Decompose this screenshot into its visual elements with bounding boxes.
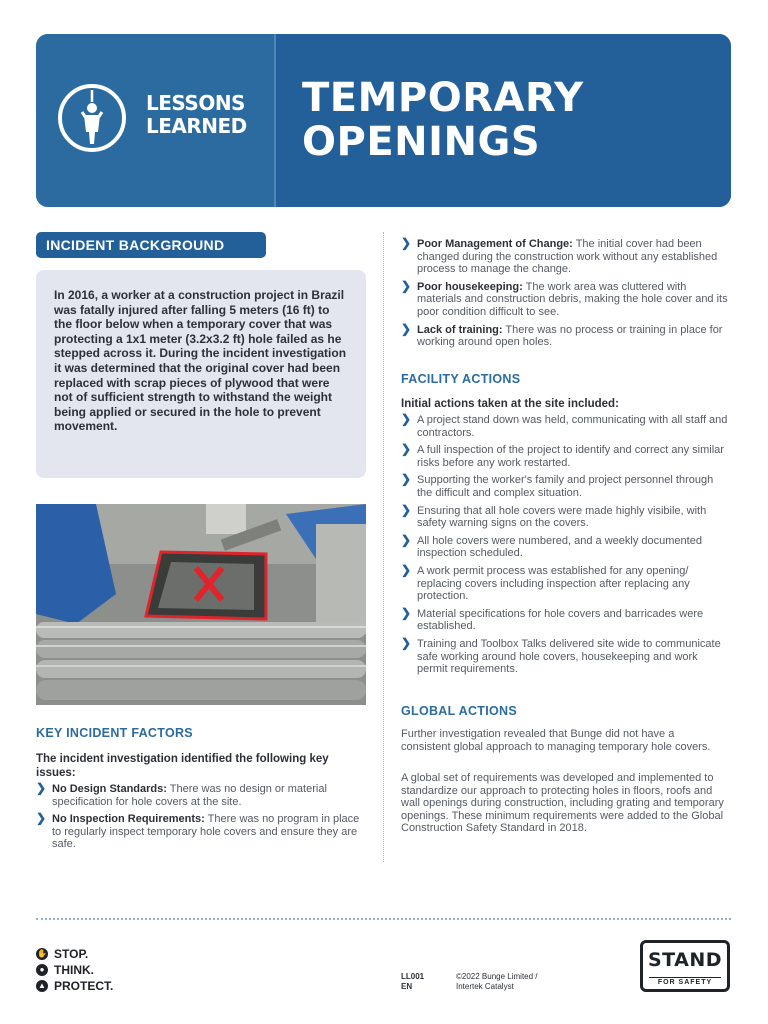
logo-line-2: LEARNED bbox=[146, 114, 247, 138]
list-item bbox=[401, 474, 731, 499]
item-label: Lack of training: bbox=[417, 323, 503, 336]
motto-item-stop bbox=[36, 946, 113, 962]
chevron-right-icon: ❯ bbox=[401, 532, 412, 547]
list-item bbox=[401, 321, 731, 349]
copyright-line-2: Intertek Catalyst bbox=[456, 982, 514, 991]
item-label: No Inspection Requirements: bbox=[52, 813, 205, 826]
global-actions-heading: GLOBAL ACTIONS bbox=[401, 704, 518, 718]
item-label: No Design Standards: bbox=[52, 783, 167, 795]
chevron-right-icon: ❯ bbox=[36, 811, 47, 826]
item-text: A project stand down was held, communicating with all staff and contractors. bbox=[417, 414, 728, 439]
item-label: Poor Management of Change: bbox=[417, 238, 573, 250]
stand-logo-subtext: FOR SAFETY bbox=[649, 977, 721, 986]
facility-actions-list bbox=[401, 414, 731, 681]
item-text: The initial cover had been changed during the construction work without any established process to manage the change. bbox=[417, 238, 718, 276]
global-actions-paragraph-2: A global set of requirements was developed and implemented to standardize our approach to protecting holes in floors, roofs and wall openings during construction, including grating and temporary openings. These minimum requirements were added to the Global Construction Safety Standard in 2018. bbox=[401, 772, 724, 835]
list-item bbox=[401, 278, 731, 319]
incident-background-box bbox=[36, 270, 366, 478]
list-item bbox=[401, 635, 731, 676]
list-item bbox=[401, 532, 731, 560]
motto-item-protect bbox=[36, 978, 113, 994]
doc-code-line-2: EN bbox=[401, 982, 413, 991]
page-title bbox=[302, 76, 584, 164]
doc-code-line-1: LL001 bbox=[401, 972, 425, 981]
chevron-right-icon: ❯ bbox=[401, 635, 412, 650]
item-text: Material specifications for hole covers and barricades were established. bbox=[417, 607, 704, 633]
facility-actions-intro: Initial actions taken at the site included: bbox=[401, 398, 619, 410]
incident-background-heading: INCIDENT BACKGROUND bbox=[36, 232, 266, 258]
stop-think-protect-motto bbox=[36, 946, 113, 994]
header-logo-panel bbox=[36, 34, 274, 207]
incident-site-photo bbox=[36, 504, 366, 705]
copyright-notice bbox=[456, 972, 538, 992]
item-text: All hole covers were numbered, and a weekly documented inspection scheduled. bbox=[417, 534, 702, 560]
chevron-right-icon: ❯ bbox=[401, 236, 412, 250]
worker-harness-icon bbox=[58, 84, 126, 152]
header-title-panel bbox=[276, 34, 731, 207]
item-text: The work area was cluttered with materials and construction debris, making the hole cover and its poor condition difficult to see. bbox=[417, 280, 728, 318]
head-think-icon: ● bbox=[36, 964, 48, 976]
column-divider bbox=[383, 232, 384, 862]
incident-background-text: In 2016, a worker at a construction project in Brazil was fatally injured after falling 5 meters (16 ft) to the floor below when a temporary cover that was protecting a 1x1 meter (3.2x3.2 ft) hole failed as he stepped across it. During the incident investigation it was determined that the original cover had been replaced with scrap pieces of plywood that were not of sufficient strength to withstand the weight being applied or secured in the hole to prevent movement. bbox=[54, 288, 347, 434]
list-item bbox=[401, 562, 731, 603]
chevron-right-icon: ❯ bbox=[401, 562, 412, 577]
key-factors-list-left bbox=[36, 783, 366, 856]
motto-text: THINK. bbox=[54, 963, 94, 977]
key-factors-list-right bbox=[401, 238, 731, 354]
list-item bbox=[36, 813, 366, 851]
copyright-line-1: ©2022 Bunge Limited / bbox=[456, 972, 538, 981]
motto-text: STOP. bbox=[54, 947, 89, 961]
logo-line-1: LESSONS bbox=[146, 91, 245, 115]
chevron-right-icon: ❯ bbox=[401, 442, 412, 457]
motto-text: PROTECT. bbox=[54, 979, 114, 993]
chevron-right-icon: ❯ bbox=[401, 278, 412, 293]
list-item bbox=[401, 444, 731, 469]
item-text: Supporting the worker's family and project personnel through the difficult and complex situation. bbox=[417, 474, 714, 499]
list-item bbox=[36, 783, 366, 808]
item-text: There was no design or material specification for hole covers at the site. bbox=[52, 783, 327, 808]
chevron-right-icon: ❯ bbox=[401, 472, 412, 487]
document-code bbox=[401, 972, 424, 992]
chevron-right-icon: ❯ bbox=[401, 605, 412, 620]
lessons-learned-logo bbox=[146, 92, 247, 138]
chevron-right-icon: ❯ bbox=[401, 412, 412, 426]
chevron-right-icon: ❯ bbox=[36, 781, 47, 795]
list-item bbox=[401, 605, 731, 633]
helmet-icon: ▲ bbox=[36, 980, 48, 992]
stop-hand-icon: ✋ bbox=[37, 949, 47, 958]
stand-for-safety-logo bbox=[640, 940, 730, 992]
list-item bbox=[401, 414, 731, 439]
list-item bbox=[401, 238, 731, 276]
item-label: Poor housekeeping: bbox=[417, 280, 523, 293]
chevron-right-icon: ❯ bbox=[401, 502, 412, 517]
item-text: Ensuring that all hole covers were made highly visibile, with safety warning signs on the covers. bbox=[417, 504, 707, 530]
chevron-right-icon: ❯ bbox=[401, 321, 412, 336]
stand-logo-text: STAND bbox=[647, 949, 723, 971]
motto-item-think bbox=[36, 962, 113, 978]
title-line-2: OPENINGS bbox=[302, 119, 541, 165]
facility-actions-heading: FACILITY ACTIONS bbox=[401, 372, 521, 386]
global-actions-paragraph-1: Further investigation revealed that Bunge did not have a consistent global approach to managing temporary hole covers. bbox=[401, 728, 711, 753]
title-line-1: TEMPORARY bbox=[302, 75, 584, 121]
item-text: A full inspection of the project to identify and correct any similar risks before any work restarted. bbox=[417, 444, 724, 469]
key-incident-factors-heading: KEY INCIDENT FACTORS bbox=[36, 726, 193, 740]
item-text: There was no program in place to regularly inspect temporary hole covers and ensure they are safe. bbox=[52, 813, 360, 851]
item-text: There was no process or training in place for working around open holes. bbox=[417, 323, 723, 349]
item-text: Training and Toolbox Talks delivered site wide to communicate safe working around hole covers, housekeeping and work permit requirements. bbox=[417, 637, 721, 676]
list-item bbox=[401, 502, 731, 530]
key-incident-factors-intro: The incident investigation identified the following key issues: bbox=[36, 753, 329, 779]
item-text: A work permit process was established for any opening/ replacing covers including inspection after replacing any protection. bbox=[417, 564, 690, 603]
header-banner bbox=[36, 34, 731, 207]
footer-divider bbox=[36, 918, 731, 920]
